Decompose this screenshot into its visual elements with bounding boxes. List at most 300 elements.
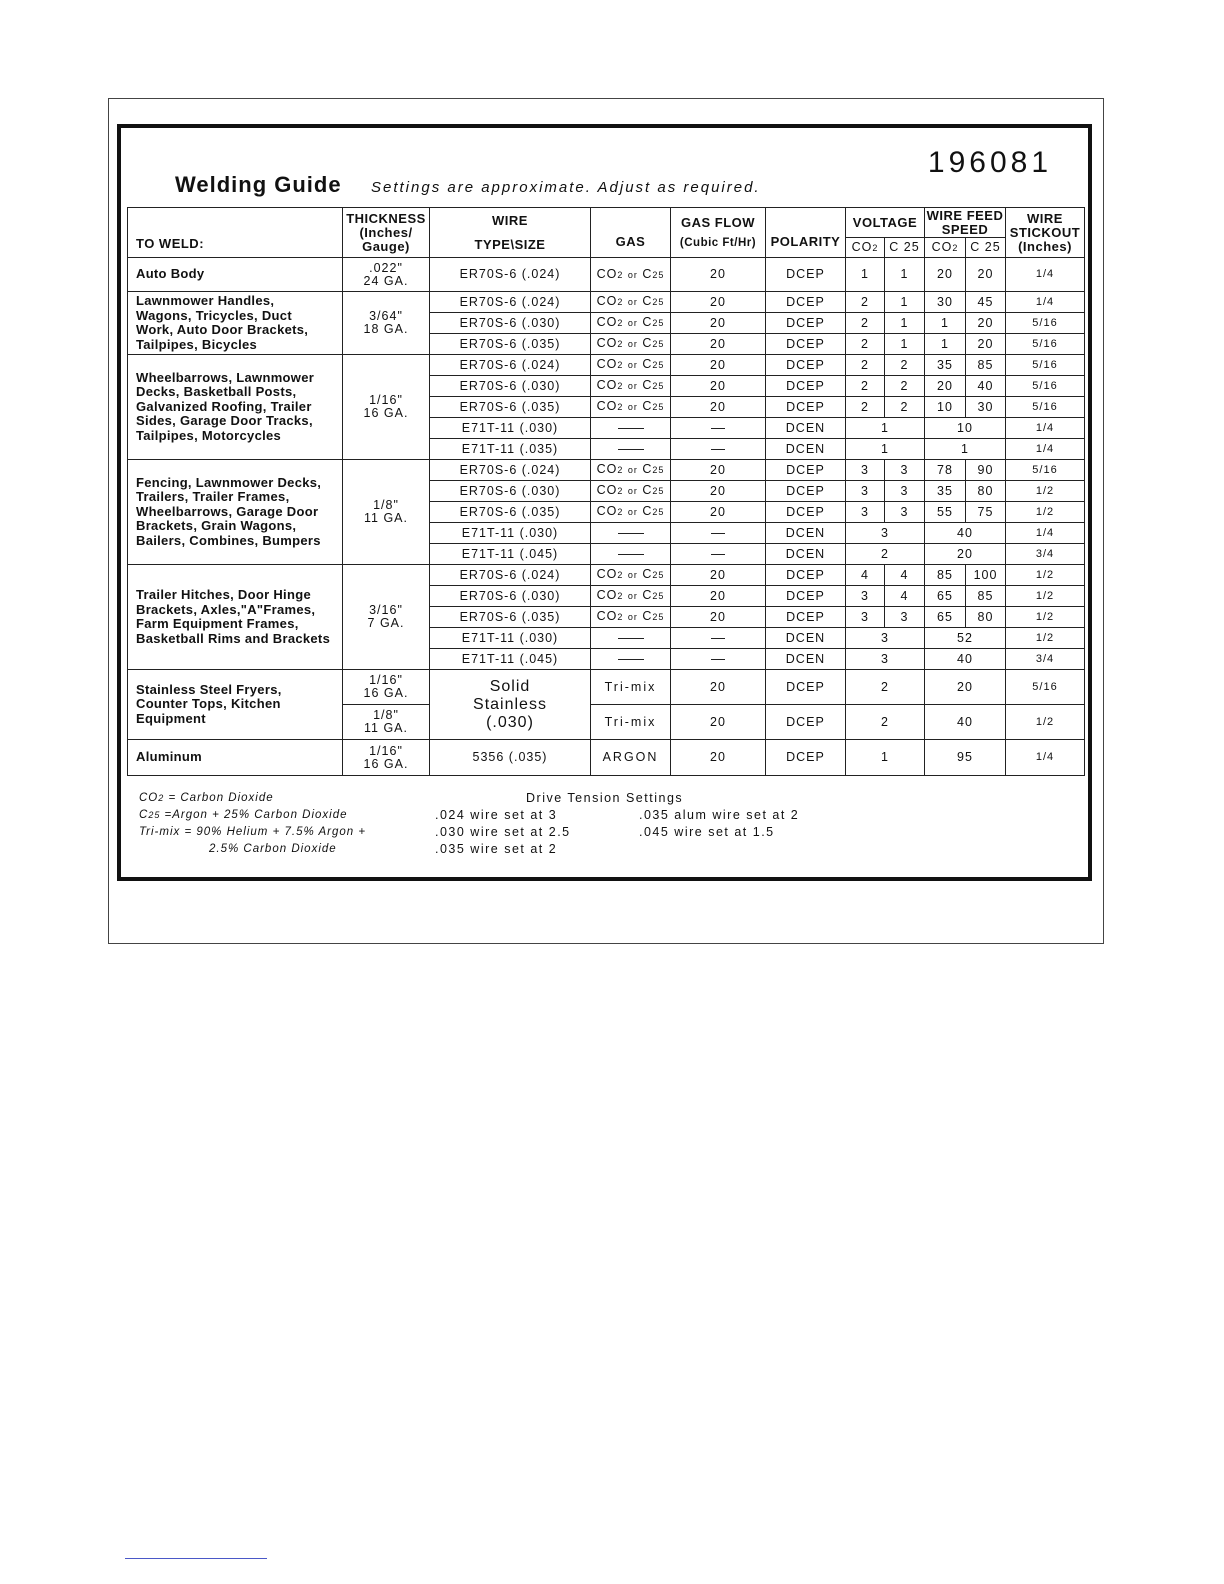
guide-title (175, 172, 342, 198)
wire-cell: ER70S-6 (.024) (430, 355, 591, 376)
wire-speed-cell: 40 (925, 523, 1006, 544)
thickness-line: 3/64" (369, 309, 403, 323)
welding-table (127, 207, 1085, 776)
gas-co2-sub: 2 (617, 612, 624, 622)
gas-c25-sub: 25 (652, 297, 665, 307)
voltage-cell: 2 (846, 397, 885, 418)
voltage-cell: 2 (846, 292, 885, 313)
stickout-cell: 1/4 (1006, 292, 1085, 313)
gas-c25-symbol: C (642, 315, 653, 329)
weld-line: Lawnmower Handles, (136, 293, 275, 308)
gas-or: or (627, 297, 638, 307)
stickout-cell: 5/16 (1006, 334, 1085, 355)
wire-cell: ER70S-6 (.024) (430, 565, 591, 586)
gas-c25-symbol: C (642, 294, 653, 308)
gas-flow-cell (671, 418, 766, 439)
legend-co2-symbol: CO (139, 792, 159, 804)
thickness-cell (343, 670, 430, 705)
gas-text: ARGON (602, 750, 659, 764)
polarity-cell: DCEN (766, 649, 846, 670)
thickness-line: 24 GA. (363, 273, 409, 288)
gas-or: or (627, 402, 638, 412)
polarity-cell: DCEP (766, 313, 846, 334)
weld-line: Trailers, Trailer Frames, (136, 489, 290, 505)
wire-cell: 5356 (.035) (430, 740, 591, 776)
gas-or: or (627, 507, 638, 517)
weld-line: Aluminum (136, 749, 202, 765)
gas-dash (618, 449, 644, 450)
gas-co2-symbol: CO (596, 483, 618, 497)
wire-cell: ER70S-6 (.035) (430, 502, 591, 523)
wire-cell: ER70S-6 (.030) (430, 376, 591, 397)
legend-trimix-2: 2.5% Carbon Dioxide (209, 843, 337, 855)
polarity-cell: DCEP (766, 376, 846, 397)
gas-c25-sub: 25 (652, 402, 665, 412)
gas-flow-cell (671, 544, 766, 565)
wire-line: Stainless (473, 695, 547, 713)
stickout-cell: 1/4 (1006, 740, 1085, 776)
gas-flow-cell: 20 (671, 705, 766, 740)
polarity-cell: DCEP (766, 705, 846, 740)
gas-cell (591, 607, 671, 628)
voltage-cell: 1 (846, 258, 885, 292)
wire-speed-cell: 1 (925, 334, 966, 355)
stickout-cell: 1/2 (1006, 607, 1085, 628)
header-stickout-2: STICKOUT (1009, 224, 1081, 240)
wire-line: (.030) (486, 713, 534, 731)
gas-co2-symbol: CO (596, 294, 618, 308)
legend-co2-text: = Carbon Dioxide (168, 792, 274, 804)
thickness-cell (343, 705, 430, 740)
stickout-cell: 1/4 (1006, 258, 1085, 292)
header-wire-1: WIRE (492, 212, 528, 228)
gas-c25-symbol: C (642, 357, 653, 371)
drive-tension-col1 (435, 807, 571, 858)
voltage-cell: 3 (846, 586, 885, 607)
gas-c25-symbol: C (642, 399, 653, 413)
voltage-cell: 4 (846, 565, 885, 586)
gas-cell (591, 481, 671, 502)
wire-cell: E71T-11 (.030) (430, 418, 591, 439)
gas-c25-symbol: C (642, 336, 653, 350)
gas-co2-symbol: CO (596, 336, 618, 350)
thickness-line: 1/8" (373, 708, 399, 722)
polarity-cell: DCEN (766, 523, 846, 544)
thickness-line: 18 GA. (363, 322, 409, 336)
weld-line: Brackets, Grain Wagons, (136, 518, 297, 534)
table-row (128, 292, 1085, 313)
header-stickout (1006, 208, 1085, 258)
gas-c25-sub: 25 (652, 318, 665, 328)
header-voltage: VOLTAGE (846, 208, 925, 238)
weld-line: Equipment (136, 710, 206, 726)
stickout-cell: 5/16 (1006, 397, 1085, 418)
gas-or: or (627, 269, 638, 280)
wire-speed-cell: 45 (966, 292, 1006, 313)
gas-co2-sub: 2 (617, 486, 624, 496)
voltage-cell: 3 (846, 628, 925, 649)
title-text: Welding Guide (175, 172, 342, 197)
weld-line: Work, Auto Door Brackets, (136, 322, 309, 337)
weld-line: Wheelbarrows, Lawnmower (136, 369, 315, 385)
gas-c25-symbol: C (642, 504, 653, 518)
gas-cell (591, 313, 671, 334)
wire-speed-cell: 20 (966, 313, 1006, 334)
gas-c25-symbol: C (642, 567, 653, 581)
gas-co2-sub: 2 (617, 381, 624, 391)
header-wire-feed-2: SPEED (941, 221, 989, 237)
wire-cell: ER70S-6 (.030) (430, 313, 591, 334)
polarity-cell: DCEP (766, 481, 846, 502)
voltage-cell: 1 (846, 740, 925, 776)
polarity-cell: DCEP (766, 334, 846, 355)
gas-c25-symbol: C (642, 483, 653, 497)
welding-guide-card (117, 124, 1092, 881)
header-stickout-1: WIRE (1027, 210, 1063, 226)
tension-line: .035 wire set at 2 (435, 842, 558, 856)
polarity-cell: DCEP (766, 502, 846, 523)
wire-cell: ER70S-6 (.024) (430, 292, 591, 313)
gas-flow-cell: 20 (671, 502, 766, 523)
wire-speed-cell: 1 (925, 439, 1006, 460)
weld-line: Stainless Steel Fryers, (136, 681, 282, 697)
wire-speed-cell: 80 (966, 607, 1006, 628)
header-thickness (343, 208, 430, 258)
wire-cell: E71T-11 (.035) (430, 439, 591, 460)
gas-flow-cell: 20 (671, 481, 766, 502)
wire-cell: ER70S-6 (.030) (430, 481, 591, 502)
weld-line: Counter Tops, Kitchen (136, 696, 281, 712)
gas-cell (591, 565, 671, 586)
gas-c25-symbol: C (642, 609, 653, 623)
voltage-cell: 1 (885, 313, 925, 334)
gas-cell (591, 439, 671, 460)
voltage-cell: 1 (846, 418, 925, 439)
wire-cell: E71T-11 (.030) (430, 523, 591, 544)
weld-line: Decks, Basketball Posts, (136, 384, 297, 400)
polarity-cell: DCEP (766, 258, 846, 292)
gas-co2-symbol: CO (596, 266, 618, 281)
flow-dash (711, 533, 725, 534)
gas-cell (591, 544, 671, 565)
gas-dash (618, 638, 644, 639)
wire-speed-cell: 40 (925, 649, 1006, 670)
stickout-cell: 3/4 (1006, 544, 1085, 565)
stickout-cell: 3/4 (1006, 649, 1085, 670)
tension-line: .045 wire set at 1.5 (639, 825, 775, 839)
voltage-cell: 1 (885, 258, 925, 292)
legend-co2-sub: 2 (158, 793, 165, 803)
flow-dash (711, 659, 725, 660)
gas-text: Tri-mix (604, 714, 657, 729)
legend-c25 (139, 807, 366, 824)
polarity-cell: DCEP (766, 292, 846, 313)
voltage-cell: 1 (885, 292, 925, 313)
wire-cell (430, 670, 591, 740)
weld-line: Wagons, Tricycles, Duct (136, 307, 292, 323)
gas-flow-cell: 20 (671, 376, 766, 397)
voltage-cell: 2 (846, 670, 925, 705)
wire-speed-cell: 85 (966, 355, 1006, 376)
gas-co2-sub: 2 (617, 318, 624, 328)
header-stickout-3: (Inches) (1018, 238, 1072, 254)
gas-cell (591, 376, 671, 397)
weld-line: Brackets, Axles,"A"Frames, (136, 601, 316, 617)
wire-speed-cell: 78 (925, 460, 966, 481)
thickness-line: 1/16" (369, 743, 403, 758)
wire-speed-cell: 65 (925, 607, 966, 628)
wire-speed-cell: 20 (966, 334, 1006, 355)
header-gas-flow-2: (Cubic Ft/Hr) (679, 236, 757, 249)
gas-c25-sub: 25 (652, 486, 665, 496)
header-gas-flow (671, 208, 766, 258)
polarity-cell: DCEP (766, 565, 846, 586)
gas-flow-cell: 20 (671, 740, 766, 776)
thickness-line: 3/16" (369, 603, 403, 617)
gas-cell (591, 670, 671, 705)
table-body (128, 258, 1085, 776)
wire-speed-cell: 10 (925, 397, 966, 418)
drive-tension-title: Drive Tension Settings (526, 791, 684, 805)
stickout-cell: 5/16 (1006, 313, 1085, 334)
gas-cell (591, 705, 671, 740)
polarity-cell: DCEP (766, 740, 846, 776)
voltage-cell: 2 (846, 334, 885, 355)
thickness-cell (343, 355, 430, 460)
weld-application (128, 258, 343, 292)
gas-flow-cell: 20 (671, 313, 766, 334)
voltage-cell: 3 (846, 460, 885, 481)
thickness-line: 1/16" (369, 673, 403, 687)
gas-cell (591, 523, 671, 544)
voltage-cell: 3 (885, 502, 925, 523)
gas-co2-sub: 2 (617, 402, 624, 412)
thickness-line: 1/8" (373, 498, 399, 512)
gas-c25-symbol: C (642, 588, 653, 602)
weld-application (128, 565, 343, 670)
voltage-cell: 3 (846, 481, 885, 502)
legend-c25-symbol: C (139, 809, 149, 821)
legend-c25-text: =Argon + 25% Carbon Dioxide (164, 809, 348, 821)
gas-flow-cell (671, 523, 766, 544)
gas-co2-symbol: CO (596, 504, 618, 518)
gas-c25-sub: 25 (652, 570, 665, 580)
gas-or: or (627, 339, 638, 349)
gas-c25-symbol: C (642, 266, 653, 281)
weld-line: Farm Equipment Frames, (136, 616, 299, 631)
gas-flow-cell (671, 439, 766, 460)
wire-speed-cell: 55 (925, 502, 966, 523)
weld-application (128, 740, 343, 776)
polarity-cell: DCEP (766, 397, 846, 418)
wire-speed-cell: 75 (966, 502, 1006, 523)
voltage-cell: 1 (846, 439, 925, 460)
weld-line: Fencing, Lawnmower Decks, (136, 474, 322, 490)
voltage-cell: 2 (846, 376, 885, 397)
gas-flow-cell: 20 (671, 258, 766, 292)
footer-rule (125, 1558, 267, 1559)
thickness-cell (343, 740, 430, 776)
legend-co2 (139, 790, 366, 807)
tension-line: .035 alum wire set at 2 (639, 808, 800, 822)
wire-cell: ER70S-6 (.030) (430, 586, 591, 607)
wire-cell: ER70S-6 (.024) (430, 460, 591, 481)
gas-cell (591, 418, 671, 439)
header-thickness-2: (Inches/ (359, 224, 413, 240)
gas-flow-cell (671, 649, 766, 670)
subheader-speed-co2 (925, 238, 966, 258)
gas-flow-cell: 20 (671, 565, 766, 586)
subheader-speed-c25: C 25 (966, 238, 1006, 258)
wire-speed-cell: 85 (966, 586, 1006, 607)
wire-cell: E71T-11 (.030) (430, 628, 591, 649)
voltage-cell: 4 (885, 565, 925, 586)
gas-cell (591, 397, 671, 418)
gas-co2-sub: 2 (617, 269, 624, 280)
wire-speed-cell: 30 (925, 292, 966, 313)
co2-text: CO (851, 239, 873, 254)
header-wire-feed (925, 208, 1006, 238)
wire-speed-cell: 10 (925, 418, 1006, 439)
gas-c25-sub: 25 (652, 269, 665, 280)
wire-speed-cell: 35 (925, 481, 966, 502)
wire-speed-cell: 52 (925, 628, 1006, 649)
thickness-cell (343, 292, 430, 355)
gas-cell (591, 460, 671, 481)
wire-cell: E71T-11 (.045) (430, 544, 591, 565)
gas-c25-sub: 25 (652, 507, 665, 517)
flow-dash (711, 449, 725, 450)
gas-co2-sub: 2 (617, 570, 624, 580)
stickout-cell: 1/2 (1006, 705, 1085, 740)
gas-cell (591, 334, 671, 355)
voltage-cell: 2 (846, 313, 885, 334)
flow-dash (711, 638, 725, 639)
subheader-voltage-co2 (846, 238, 885, 258)
wire-speed-cell: 20 (925, 258, 966, 292)
wire-speed-cell: 80 (966, 481, 1006, 502)
header-wire (430, 208, 591, 258)
polarity-cell: DCEP (766, 355, 846, 376)
voltage-cell: 2 (846, 544, 925, 565)
gas-co2-symbol: CO (596, 462, 618, 476)
stickout-cell: 5/16 (1006, 355, 1085, 376)
gas-c25-sub: 25 (652, 381, 665, 391)
legend-c25-sub: 25 (148, 810, 161, 820)
stickout-cell: 5/16 (1006, 376, 1085, 397)
wire-speed-cell: 35 (925, 355, 966, 376)
voltage-cell: 2 (846, 705, 925, 740)
gas-or: or (627, 465, 638, 475)
wire-cell: ER70S-6 (.035) (430, 607, 591, 628)
voltage-cell: 3 (846, 607, 885, 628)
polarity-cell: DCEN (766, 439, 846, 460)
gas-flow-cell: 20 (671, 334, 766, 355)
wire-speed-cell: 95 (925, 740, 1006, 776)
weld-line: Trailer Hitches, Door Hinge (136, 587, 311, 602)
voltage-cell: 2 (885, 397, 925, 418)
gas-flow-cell: 20 (671, 397, 766, 418)
gas-flow-cell: 20 (671, 670, 766, 705)
gas-dash (618, 554, 644, 555)
stickout-cell: 1/2 (1006, 628, 1085, 649)
gas-c25-sub: 25 (652, 465, 665, 475)
header-wire-feed-1: WIRE FEED (926, 207, 1004, 223)
wire-speed-cell: 20 (925, 544, 1006, 565)
gas-or: or (627, 612, 638, 622)
gas-cell (591, 292, 671, 313)
wire-speed-cell: 20 (925, 670, 1006, 705)
gas-c25-sub: 25 (652, 591, 665, 601)
table-row (128, 565, 1085, 586)
header-gas-flow-1: GAS FLOW (680, 214, 756, 230)
gas-co2-symbol: CO (596, 588, 618, 602)
table-row (128, 460, 1085, 481)
tension-line: .024 wire set at 3 (435, 808, 558, 822)
stickout-cell: 1/4 (1006, 523, 1085, 544)
gas-cell (591, 586, 671, 607)
wire-speed-cell: 1 (925, 313, 966, 334)
table-row (128, 670, 1085, 705)
stickout-cell: 1/2 (1006, 481, 1085, 502)
gas-text: Tri-mix (604, 679, 657, 694)
wire-speed-cell: 100 (966, 565, 1006, 586)
weld-application (128, 670, 343, 740)
voltage-cell: 3 (846, 523, 925, 544)
gas-flow-cell: 20 (671, 607, 766, 628)
gas-co2-symbol: CO (596, 315, 618, 329)
gas-co2-symbol: CO (596, 609, 618, 623)
wire-speed-cell: 85 (925, 565, 966, 586)
header-wire-2: TYPE\SIZE (474, 236, 546, 252)
gas-or: or (627, 486, 638, 496)
weld-line: Tailpipes, Motorcycles (136, 427, 282, 443)
wire-cell: E71T-11 (.045) (430, 649, 591, 670)
voltage-cell: 1 (885, 334, 925, 355)
weld-line: Basketball Rims and Brackets (136, 630, 331, 646)
gas-co2-symbol: CO (596, 567, 618, 581)
voltage-cell: 3 (846, 502, 885, 523)
thickness-cell (343, 565, 430, 670)
wire-speed-cell: 20 (966, 258, 1006, 292)
voltage-cell: 3 (846, 649, 925, 670)
gas-dash (618, 533, 644, 534)
gas-c25-symbol: C (642, 462, 653, 476)
gas-c25-symbol: C (642, 378, 653, 392)
weld-line: Tailpipes, Bicycles (136, 336, 258, 352)
wire-speed-cell: 20 (925, 376, 966, 397)
header-thickness-3: Gauge) (362, 238, 410, 254)
polarity-cell: DCEN (766, 628, 846, 649)
drive-tension-col2 (639, 807, 799, 841)
gas-co2-sub: 2 (617, 591, 624, 601)
co2-text: CO (931, 239, 953, 254)
co2-sub: 2 (952, 242, 959, 253)
gas-or: or (627, 381, 638, 391)
wire-speed-cell: 65 (925, 586, 966, 607)
thickness-cell (343, 258, 430, 292)
wire-speed-cell: 30 (966, 397, 1006, 418)
polarity-cell: DCEP (766, 670, 846, 705)
thickness-line: 16 GA. (363, 406, 409, 420)
stickout-cell: 1/2 (1006, 586, 1085, 607)
tension-line: .030 wire set at 2.5 (435, 825, 571, 839)
gas-flow-cell: 20 (671, 586, 766, 607)
subheader-voltage-c25: C 25 (885, 238, 925, 258)
thickness-line: 16 GA. (363, 686, 409, 700)
guide-subtitle: Settings are approximate. Adjust as required. (371, 179, 761, 196)
gas-or: or (627, 360, 638, 370)
